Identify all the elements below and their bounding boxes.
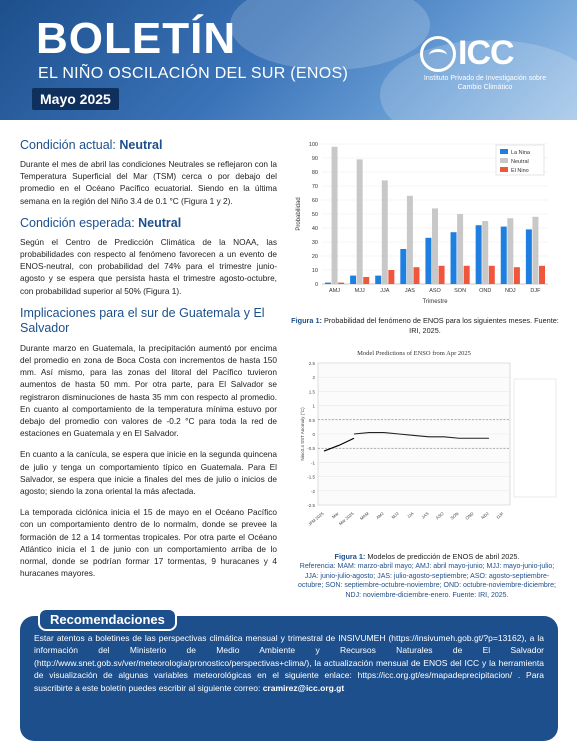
bar-el-nino xyxy=(539,266,545,284)
bar-la-nina xyxy=(350,276,356,284)
bar-neutral xyxy=(457,214,463,284)
recommendations-text: Estar atentos a boletines de las perspectivas climática mensual y trimestral de INSIVUMEH (https://insivumeh.gob.gt/?p=13162), a la información del Ministerio de Medio Ambiente y Recursos Naturales de El Salvador (http://www.snet.gob.sv/ver/meteorologia/pronostico/perspectivas+clima/), la actualización mensual de ENOS del ICC y la herramienta de visualización de algunas variables meteorológicas en el siguiente enlace: https://icc.org.gt/es/mapadeprecipitacion/ . Para suscribirte a este boletín puedes escribir al siguiente correo: cramirez@icc.org.gt xyxy=(34,633,544,693)
icc-logo xyxy=(420,36,550,94)
paragraph: Durante el mes de abril las condiciones Neutrales se reflejaron con la Temperatura Superficial del Mar (TSM) cerca o por debajo del promedio en el Océano Pacífico ecuatorial. Siendo en la última semana en la región del Niño 3.4 de 0.1 °C (Figura 1 y 2). xyxy=(20,159,277,206)
logo-text: ICC xyxy=(458,34,514,72)
bar-la-nina xyxy=(400,249,406,284)
bar-el-nino xyxy=(489,266,495,284)
bar-el-nino xyxy=(413,267,419,284)
paragraph: En cuanto a la canícula, se espera que inicie en la segunda quincena de julio y tenga un comportamiento típico en Guatemala. Para El Salvador, se espera que inicie a finales del mes de julio o inicios de agosto; siendo la zona oriental la más afectada. xyxy=(20,449,277,497)
x-tick-label: Mar xyxy=(330,510,340,520)
y-tick-label: 0 xyxy=(312,432,315,437)
y-tick-label: 70 xyxy=(311,184,318,190)
x-tick-label: JAS xyxy=(420,510,430,520)
bar-neutral xyxy=(507,218,513,284)
y-axis-label: Probabilidad xyxy=(296,197,302,231)
y-tick-label: -2.5 xyxy=(307,503,315,508)
bar-el-nino xyxy=(388,270,394,284)
bar-la-nina xyxy=(375,276,381,284)
y-tick-label: 1 xyxy=(312,403,315,409)
recommendations-title: Recomendaciones xyxy=(38,608,177,631)
y-tick-label: -2 xyxy=(310,488,315,494)
bar-chart xyxy=(290,132,560,307)
legend-swatch xyxy=(500,149,508,154)
y-tick-label: 60 xyxy=(311,198,318,204)
bar-la-nina xyxy=(425,238,431,284)
bar-el-nino xyxy=(363,277,369,284)
x-tick-label: JAS xyxy=(404,288,415,294)
y-tick-label: 2.5 xyxy=(308,361,315,366)
y-tick-label: 80 xyxy=(311,170,318,176)
section-implicaciones: Implicaciones para el sur de Guatemala y El Salvador xyxy=(20,305,265,335)
y-tick-label: -1 xyxy=(310,460,315,466)
y-tick-label: -0.5 xyxy=(307,446,315,452)
paragraph: La temporada ciclónica inicia el 15 de mayo en el Océano Pacífico con un comportamiento dentro de lo normalm, donde se prevee la formación de 12 a 14 tormentas tropicales. Por otra parte el Océano Atlántico inicia el 1 de junio con un comportamiento arriba de lo normal, donde se podrían formar 17 tormentas, 9 huracanes y 4 huracanes mayores. xyxy=(20,507,277,579)
section-condicion-esperada: Condición esperada: Neutral xyxy=(20,215,182,230)
x-tick-label: SON xyxy=(454,288,467,294)
date-badge: Mayo 2025 xyxy=(32,88,119,110)
y-axis-label: Nino3.4 SST Anomaly (°C) xyxy=(300,407,305,461)
x-axis-label: Trimestre xyxy=(422,299,448,305)
legend-label: La Nina xyxy=(511,150,530,156)
bulletin-subtitle: EL NIÑO OSCILACIÓN DEL SUR (ENOS) xyxy=(38,65,349,82)
y-tick-label: 10 xyxy=(311,268,318,274)
bar-la-nina xyxy=(501,227,507,284)
y-tick-label: 0.5 xyxy=(308,417,315,423)
figure-caption: Figura 1: Probabilidad del fenómeno de ENOS para los siguientes meses. Fuente: IRI, 2025. xyxy=(291,316,559,335)
paragraph: Según el Centro de Predicción Climática de la NOAA, las probabilidades con respecto al fenómeno favorecen a un evento de ENOS-neutral, con probabilidad del 74% para el trimestre junio-agosto y se espera que persista hasta el trimestre agosto-octubre, con probabilidad superior al 50% (Figura 1). xyxy=(20,236,277,296)
x-tick-label: AMJ xyxy=(375,510,385,521)
x-tick-label: OND xyxy=(464,510,475,521)
bar-la-nina xyxy=(526,229,532,284)
bar-neutral xyxy=(432,208,438,284)
y-tick-label: 90 xyxy=(311,156,318,162)
line-chart xyxy=(296,345,558,545)
recommendations-box xyxy=(20,612,558,741)
y-tick-label: 40 xyxy=(311,226,318,232)
x-tick-label: JJA xyxy=(380,288,390,294)
legend-label: Neutral xyxy=(511,159,529,165)
left-column xyxy=(20,138,277,588)
section-condicion-actual: Condición actual: Neutral xyxy=(20,138,163,152)
y-tick-label: 100 xyxy=(308,142,318,148)
email-link[interactable]: cramirez@icc.org.gt xyxy=(262,682,345,693)
x-tick-label: ASO xyxy=(429,288,441,294)
x-tick-label: NDJ xyxy=(504,288,516,294)
x-tick-label: MJJ xyxy=(354,288,365,294)
x-tick-label: JFM 2025 xyxy=(307,510,325,527)
cloud-decoration xyxy=(230,0,430,70)
x-tick-label: JJA xyxy=(406,510,415,520)
bar-neutral xyxy=(382,180,388,284)
x-tick-label: Mar 2025 xyxy=(337,510,355,527)
figure-1-bar-chart xyxy=(290,132,560,335)
bar-el-nino xyxy=(464,266,470,284)
logo-subtitle: Instituto Privado de Investigación sobre Cambio Climático xyxy=(423,75,547,91)
legend-label: El Nino xyxy=(511,168,529,174)
y-tick-label: -1.5 xyxy=(307,474,315,480)
y-tick-label: 0 xyxy=(314,282,318,288)
legend-swatch xyxy=(500,167,508,172)
figure-2-line-chart xyxy=(296,345,558,599)
x-tick-label: ASO xyxy=(434,510,445,521)
bar-neutral xyxy=(332,147,338,284)
bar-la-nina xyxy=(476,225,482,284)
figure-reference: Referencia: MAM: marzo-abril mayo; AMJ: abril mayo-junio; MJJ: mayo-junio-julio; JJA: junio-julio-agosto; JAS: julio-agosto-septiembre; ASO: agosto-septiembre-octubre; SON: septiembre-octubre-noviembre; OND: octubre-noviembre-diciembre; NDJ: noviembre-diciembre-enero. Fuente: IRI, 2025. xyxy=(298,563,556,599)
bar-la-nina xyxy=(325,283,331,284)
x-tick-label: SON xyxy=(449,510,460,521)
x-tick-label: NDJ xyxy=(480,510,490,521)
bar-la-nina xyxy=(451,232,457,284)
x-tick-label: AMJ xyxy=(329,288,341,294)
bar-neutral xyxy=(482,221,488,284)
globe-icon xyxy=(420,36,456,72)
chart-title: Model Predictions of ENSO from Apr 2025 xyxy=(357,350,471,357)
y-tick-label: 2 xyxy=(312,375,315,381)
y-tick-label: 30 xyxy=(311,240,318,246)
x-tick-label: OND xyxy=(479,288,492,294)
figure-caption: Figura 1: Modelos de predicción de ENOS de abril 2025. xyxy=(334,552,520,561)
legend-box xyxy=(514,379,556,497)
header-banner xyxy=(0,0,577,120)
legend xyxy=(496,145,544,175)
bar-neutral xyxy=(532,217,538,284)
x-tick-label: MAM xyxy=(358,510,370,522)
bar-el-nino xyxy=(514,267,520,284)
legend-swatch xyxy=(500,158,508,163)
y-tick-label: 1.5 xyxy=(308,389,315,395)
bar-neutral xyxy=(357,159,363,284)
x-tick-label: DJF xyxy=(530,288,541,294)
y-tick-label: 20 xyxy=(311,254,318,260)
x-tick-label: DJF xyxy=(495,510,505,520)
bar-el-nino xyxy=(439,266,445,284)
bulletin-title: BOLETÍN xyxy=(36,14,237,63)
bar-neutral xyxy=(407,196,413,284)
bar-el-nino xyxy=(338,283,344,284)
paragraph: Durante marzo en Guatemala, la precipitación aumentó por encima del promedio en zona de Boca Costa con incrementos de hasta 150 mm. Así mismo, para las zonas del litoral del Pacífico tuvieron aumentos de hasta 50 mm. Por otra parte, para El Salvador se registraron disminuciones de hasta 35 mm con respecto al promedio. En cuanto al comportamiento de la temperatura mínima estuvo por debajo del promedio con valores de -0.2 °C para toda la red de estaciones en Guatemala y en El Salvador. xyxy=(20,342,277,439)
x-tick-label: MJJ xyxy=(390,510,400,520)
y-tick-label: 50 xyxy=(311,212,318,218)
